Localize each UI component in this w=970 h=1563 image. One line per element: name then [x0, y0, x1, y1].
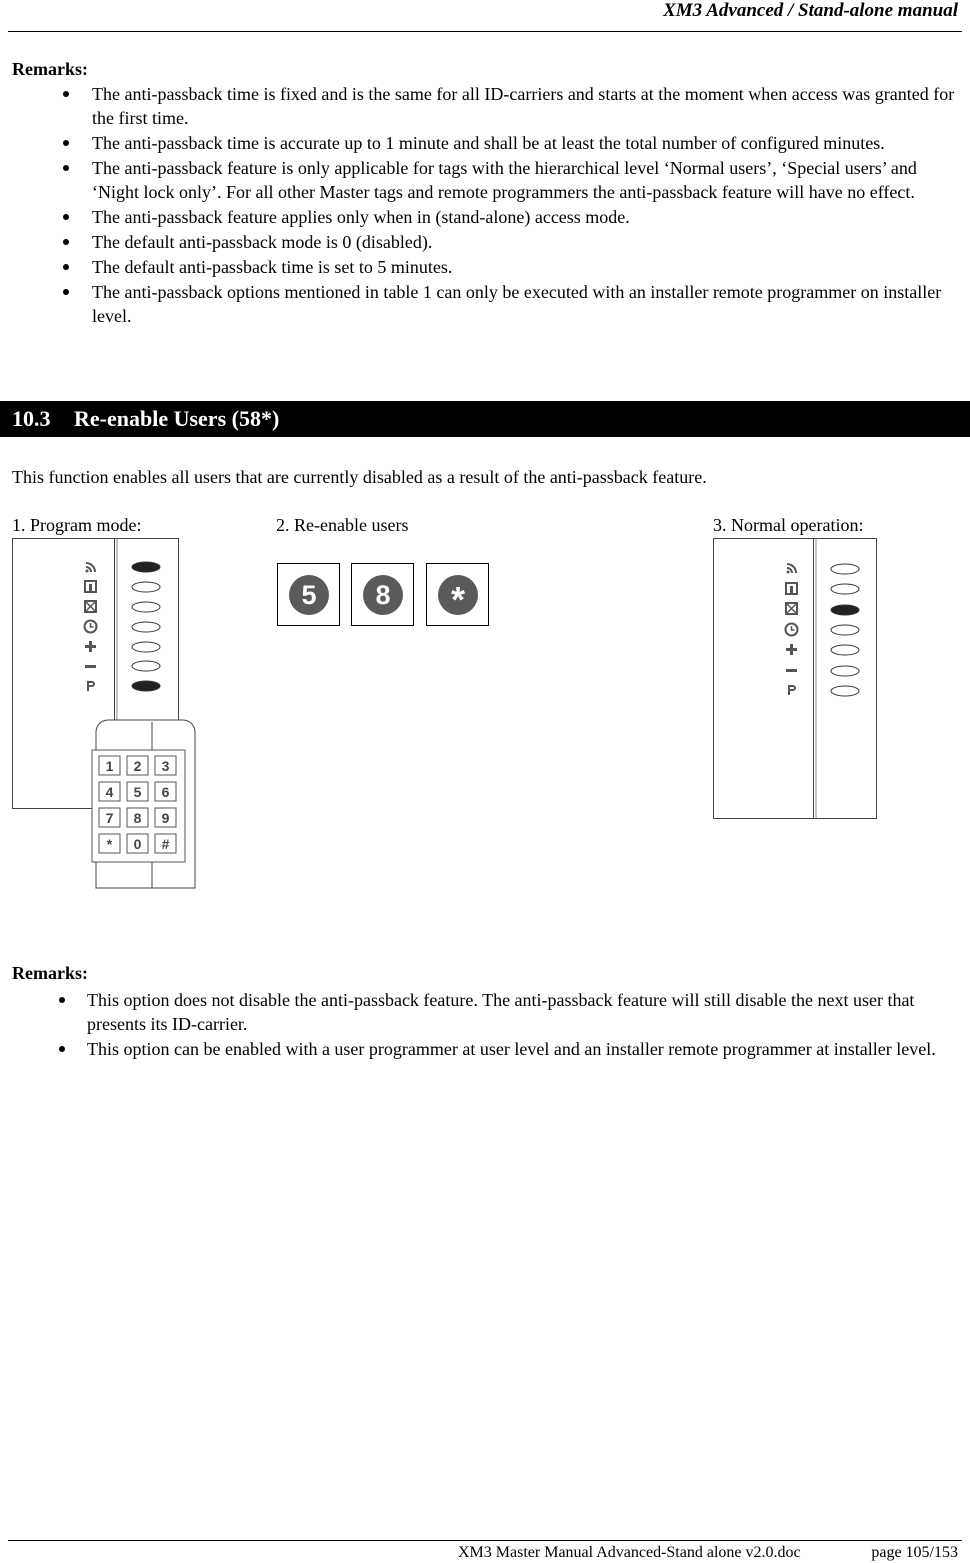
keypad-key: *	[106, 836, 113, 852]
keypad-key: 3	[161, 758, 170, 774]
led-off	[132, 582, 160, 592]
list-item: The default anti-passback time is set to 5 minutes.	[12, 255, 958, 279]
led-on	[831, 605, 859, 615]
remarks-heading: Remarks:	[12, 963, 88, 983]
led-off	[831, 686, 859, 696]
list-item: The anti-passback feature is only applicable for tags with the hierarchical level ‘Normal users’, ‘Special users’ and ‘Night lock only’. For all other Master tags and remote programmers the anti-passback feature will have no effect.	[12, 156, 958, 204]
list-item: The anti-passback time is accurate up to 1 minute and shall be at least the total number of configured minutes.	[12, 131, 958, 155]
list-item: The anti-passback options mentioned in table 1 can only be executed with an installer remote programmer on installer level.	[12, 280, 958, 328]
list-item: This option can be enabled with a user programmer at user level and an installer remote programmer at installer level.	[12, 1037, 958, 1061]
remarks-list	[12, 82, 958, 329]
led-on	[132, 562, 160, 572]
led-off	[132, 602, 160, 612]
list-item: The anti-passback time is fixed and is the same for all ID-carriers and starts at the moment when access was granted for the first time.	[12, 82, 958, 130]
keypad-key: 0	[133, 836, 142, 852]
remarks-list	[12, 988, 958, 1062]
led-off	[831, 584, 859, 594]
key-label: 8	[363, 575, 403, 615]
key-8-button[interactable]	[351, 563, 414, 626]
led-off	[831, 666, 859, 676]
section-number: 10.3	[12, 406, 51, 431]
keypad-key: 9	[161, 810, 170, 826]
footer-doc: XM3 Master Manual Advanced-Stand alone v2.0.doc	[458, 1544, 801, 1561]
keypad-key: #	[161, 836, 170, 852]
step-normal-operation: 3. Normal operation:	[713, 515, 864, 535]
led-off	[831, 564, 859, 574]
step-re-enable-users: 2. Re-enable users	[276, 515, 409, 535]
led-off	[132, 661, 160, 671]
key-label: 5	[289, 575, 329, 615]
keypad-key: 8	[133, 810, 142, 826]
intro-text: This function enables all users that are currently disabled as a result of the anti-passback feature.	[12, 467, 707, 487]
remarks-heading: Remarks:	[12, 59, 88, 79]
footer-page: page 105/153	[871, 1544, 958, 1561]
led-off	[831, 625, 859, 635]
section-heading	[0, 401, 970, 437]
keypad-key: 5	[133, 784, 142, 800]
led-off	[132, 642, 160, 652]
keypad-key: 1	[105, 758, 114, 774]
footer-rule	[8, 1540, 962, 1541]
section-title: Re-enable Users (58*)	[74, 406, 280, 431]
step-program-mode: 1. Program mode:	[12, 515, 142, 535]
reader-program-mode-illustration	[10, 536, 200, 894]
key-label: *	[438, 575, 478, 615]
led-on	[132, 681, 160, 691]
reader-normal-operation-illustration	[711, 536, 883, 824]
minus-icon	[786, 669, 797, 672]
key-star-button[interactable]	[426, 563, 489, 626]
reader-body	[714, 539, 877, 819]
led-off	[831, 645, 859, 655]
keypad-key: 6	[161, 784, 170, 800]
keypad-key: 7	[105, 810, 114, 826]
minus-icon	[85, 665, 96, 668]
keypad-key: 2	[133, 758, 142, 774]
header-rule	[8, 31, 962, 32]
led-off	[132, 622, 160, 632]
header-title: XM3 Advanced / Stand-alone manual	[663, 0, 958, 21]
list-item: The anti-passback feature applies only when in (stand-alone) access mode.	[12, 205, 958, 229]
key-5-button[interactable]	[277, 563, 340, 626]
list-item: The default anti-passback mode is 0 (disabled).	[12, 230, 958, 254]
keypad-device	[92, 720, 195, 888]
keypad-key: 4	[105, 784, 114, 800]
list-item: This option does not disable the anti-passback feature. The anti-passback feature will still disable the next user that presents its ID-carrier.	[12, 988, 958, 1036]
